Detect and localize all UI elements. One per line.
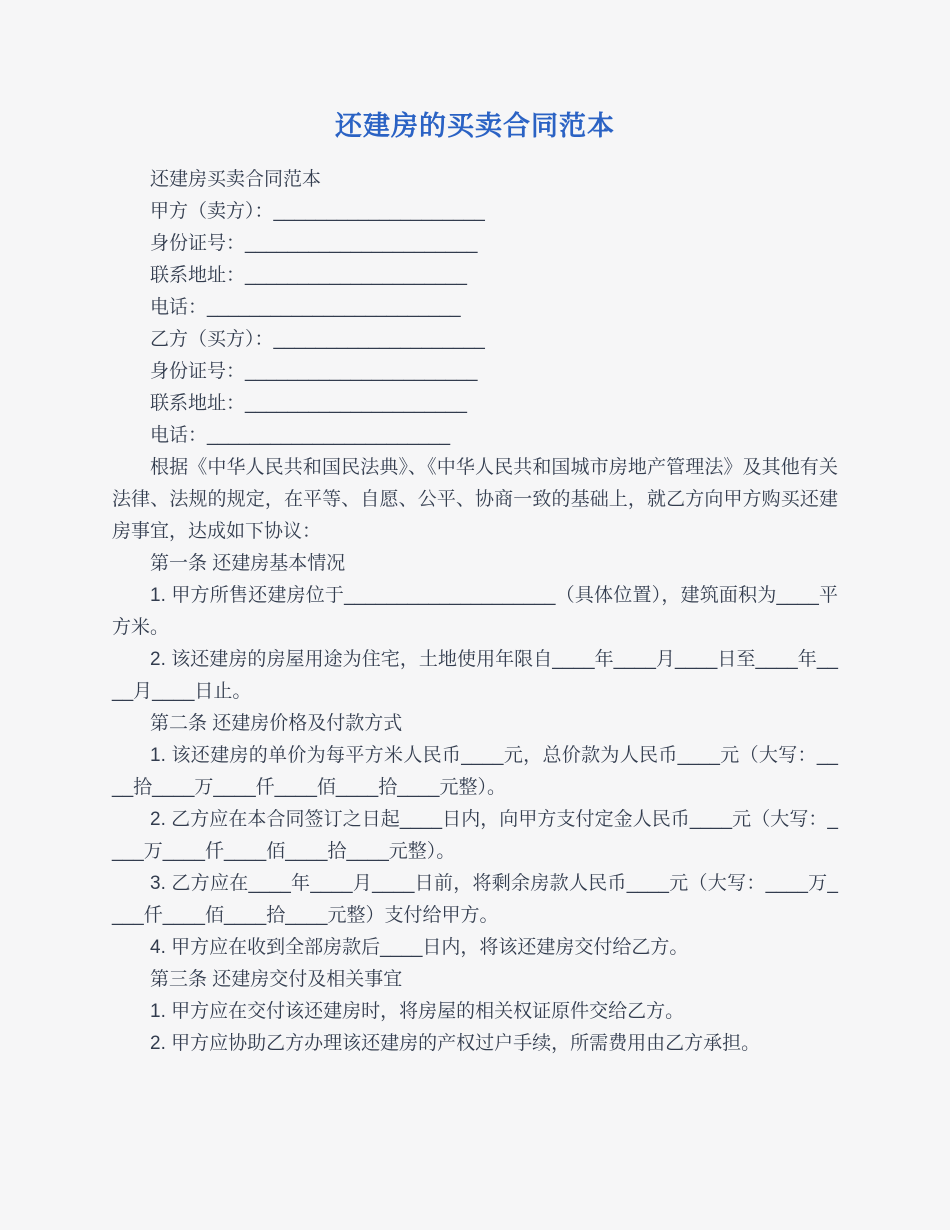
paragraph: 1. 该还建房的单价为每平方米人民币____元，总价款为人民币____元（大写：____拾____万____仟____佰____拾____元整）。 [112, 745, 838, 798]
paragraph: 第一条 还建房基本情况 [150, 553, 346, 574]
document-body [112, 164, 838, 1060]
paragraph: 2. 该还建房的房屋用途为住宅，土地使用年限自____年____月____日至____年____月____日止。 [112, 649, 838, 702]
paragraph: 第三条 还建房交付及相关事宜 [150, 969, 403, 990]
paragraph: 第二条 还建房价格及付款方式 [150, 713, 403, 734]
paragraph: 3. 乙方应在____年____月____日前，将剩余房款人民币____元（大写：____万____仟____佰____拾____元整）支付给甲方。 [112, 873, 838, 926]
paragraph: 1. 甲方所售还建房位于____________________（具体位置），建筑面积为____平方米。 [112, 585, 838, 638]
paragraph: 还建房买卖合同范本 [150, 169, 322, 190]
paragraph: 甲方（卖方）：____________________ [150, 201, 485, 222]
paragraph: 乙方（买方）：____________________ [150, 329, 485, 350]
document-title: 还建房的买卖合同范本 [335, 111, 615, 141]
paragraph: 根据《中华人民共和国民法典》、《中华人民共和国城市房地产管理法》及其他有关法律、法规的规定，在平等、自愿、公平、协商一致的基础上，就乙方向甲方购买还建房事宜，达成如下协议： [112, 457, 838, 542]
paragraph: 联系地址：_____________________ [150, 393, 467, 414]
paragraph: 2. 甲方应协助乙方办理该还建房的产权过户手续，所需费用由乙方承担。 [150, 1033, 761, 1054]
paragraph: 联系地址：_____________________ [150, 265, 467, 286]
paragraph: 身份证号：______________________ [150, 361, 478, 382]
paragraph: 1. 甲方应在交付该还建房时，将房屋的相关权证原件交给乙方。 [150, 1001, 685, 1022]
paragraph: 身份证号：______________________ [150, 233, 478, 254]
paragraph: 电话：_______________________ [150, 425, 451, 446]
paragraph: 4. 甲方应在收到全部房款后____日内，将该还建房交付给乙方。 [150, 937, 689, 958]
paragraph: 电话：________________________ [150, 297, 461, 318]
paragraph: 2. 乙方应在本合同签订之日起____日内，向甲方支付定金人民币____元（大写：____万____仟____佰____拾____元整）。 [112, 809, 838, 862]
